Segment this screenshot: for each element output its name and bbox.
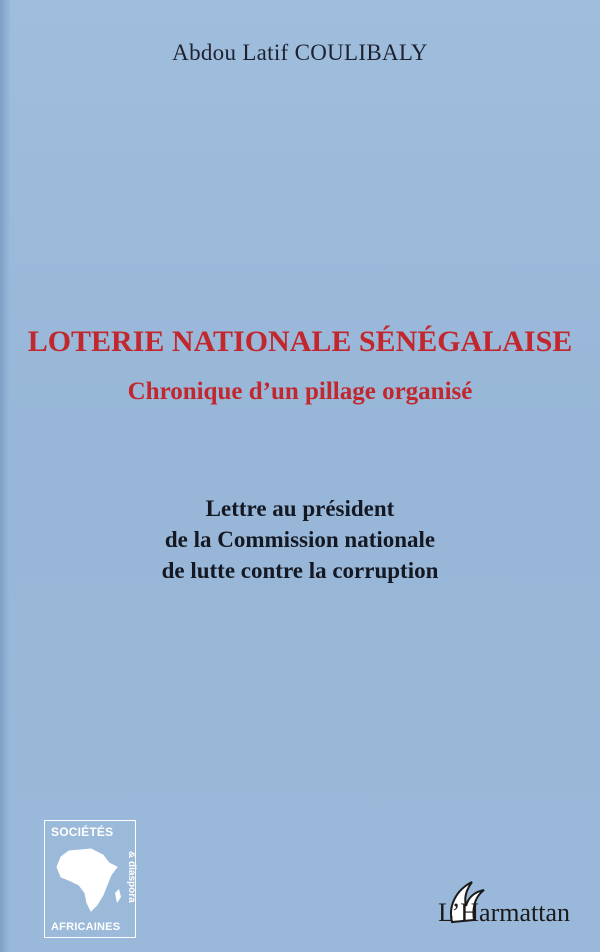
letter-line-3: de lutte contre la corruption bbox=[161, 558, 439, 583]
book-subtitle: Chronique d’un pillage organisé bbox=[127, 378, 473, 405]
series-badge-bottom: AFRICAINES bbox=[51, 921, 121, 933]
series-badge bbox=[44, 820, 136, 938]
letter-line-2: de la Commission nationale bbox=[164, 527, 436, 552]
africa-map-icon bbox=[51, 845, 125, 915]
author-name: Abdou Latif COULIBALY bbox=[172, 40, 428, 65]
publisher-name: L’Harmattan bbox=[438, 898, 570, 927]
book-title: LOTERIE NATIONALE SÉNÉGALAISE bbox=[27, 325, 573, 358]
series-badge-top: SOCIÉTÉS bbox=[51, 825, 114, 839]
letter-line-1: Lettre au président bbox=[205, 496, 395, 521]
letter-block bbox=[0, 493, 600, 586]
series-badge-side: & diaspora bbox=[126, 851, 137, 903]
